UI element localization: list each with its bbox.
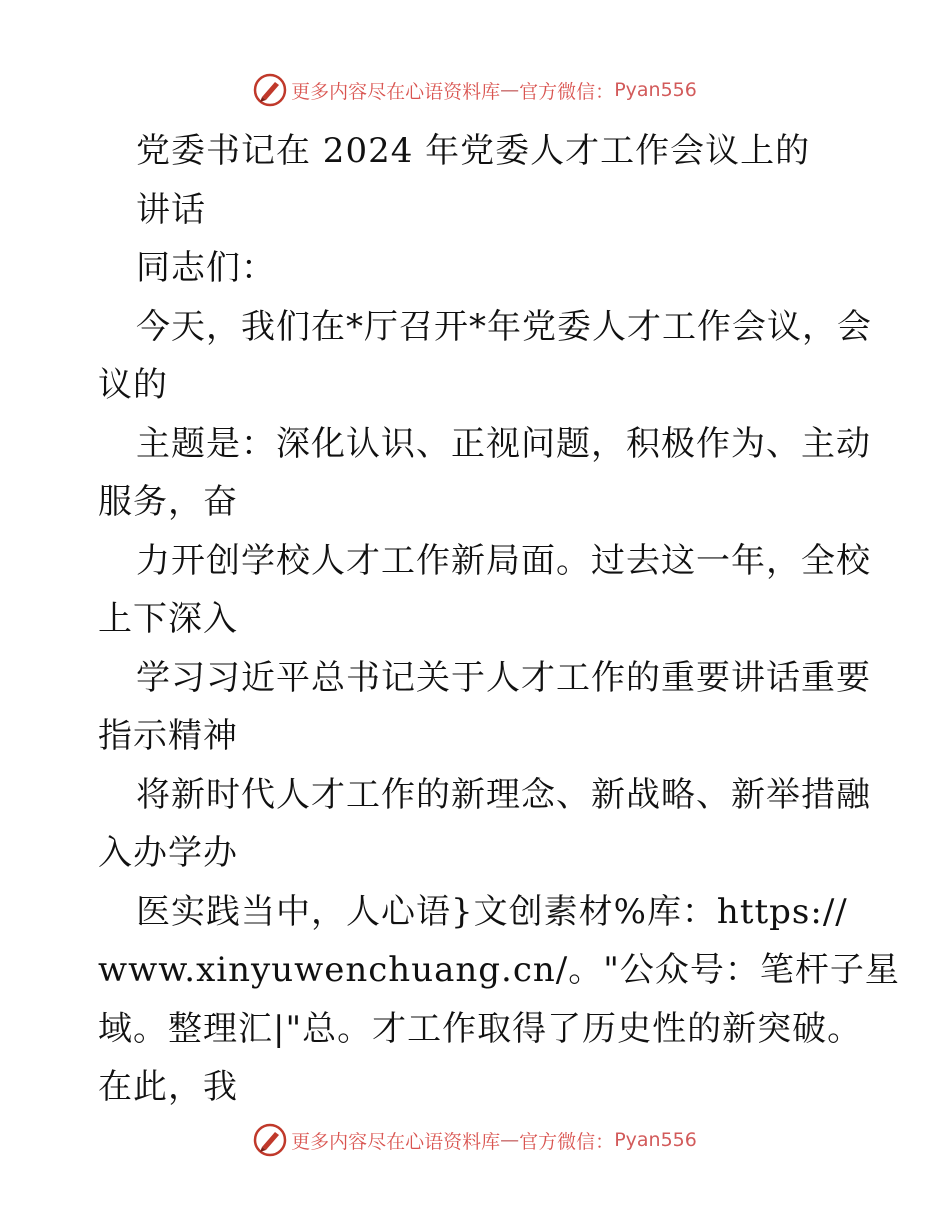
footer-watermark-banner	[0, 1120, 950, 1160]
header-watermark-banner	[0, 70, 950, 110]
document-body	[98, 122, 900, 1117]
doc-line: 在此，我	[98, 1067, 238, 1107]
banner-separator: —	[500, 79, 520, 101]
banner-main-text: 更多内容尽在心语资料库	[291, 1130, 501, 1153]
banner-handle: Pyan556	[614, 1129, 697, 1151]
banner-separator: —	[500, 1129, 520, 1151]
doc-line: 将新时代人才工作的新理念、新战略、新举措融	[136, 774, 871, 815]
doc-title-line-2: 讲话	[136, 189, 206, 230]
pen-logo-icon	[253, 73, 287, 107]
doc-line: 指示精神	[98, 716, 238, 756]
doc-line: 学习习近平总书记关于人才工作的重要讲话重要	[136, 657, 871, 698]
doc-line: 上下深入	[98, 599, 238, 639]
banner-main-text: 更多内容尽在心语资料库	[291, 80, 501, 103]
banner-account-label: 官方微信：	[519, 80, 615, 103]
doc-line: www.xinyuwenchuang.cn/。"公众号：笔杆子星	[98, 950, 900, 990]
doc-line: 服务，奋	[98, 482, 238, 522]
doc-line: 力开创学校人才工作新局面。过去这一年，全校	[136, 540, 871, 581]
doc-line: 今天，我们在*厅召开*年党委人才工作会议，会	[136, 306, 872, 347]
doc-line: 议的	[98, 365, 168, 405]
banner-account-label: 官方微信：	[519, 1130, 615, 1153]
doc-title-line-1: 党委书记在 2024 年党委人才工作会议上的	[136, 131, 811, 171]
banner-handle: Pyan556	[614, 79, 697, 101]
doc-line: 域。整理汇|"总。才工作取得了历史性的新突破。	[98, 1008, 863, 1049]
doc-salutation: 同志们：	[136, 248, 276, 288]
doc-line: 主题是：深化认识、正视问题，积极作为、主动	[136, 423, 871, 464]
doc-line: 医实践当中，人心语}文创素材%库：https://	[136, 891, 848, 932]
doc-line: 入办学办	[98, 833, 238, 873]
pen-logo-icon	[253, 1123, 287, 1157]
